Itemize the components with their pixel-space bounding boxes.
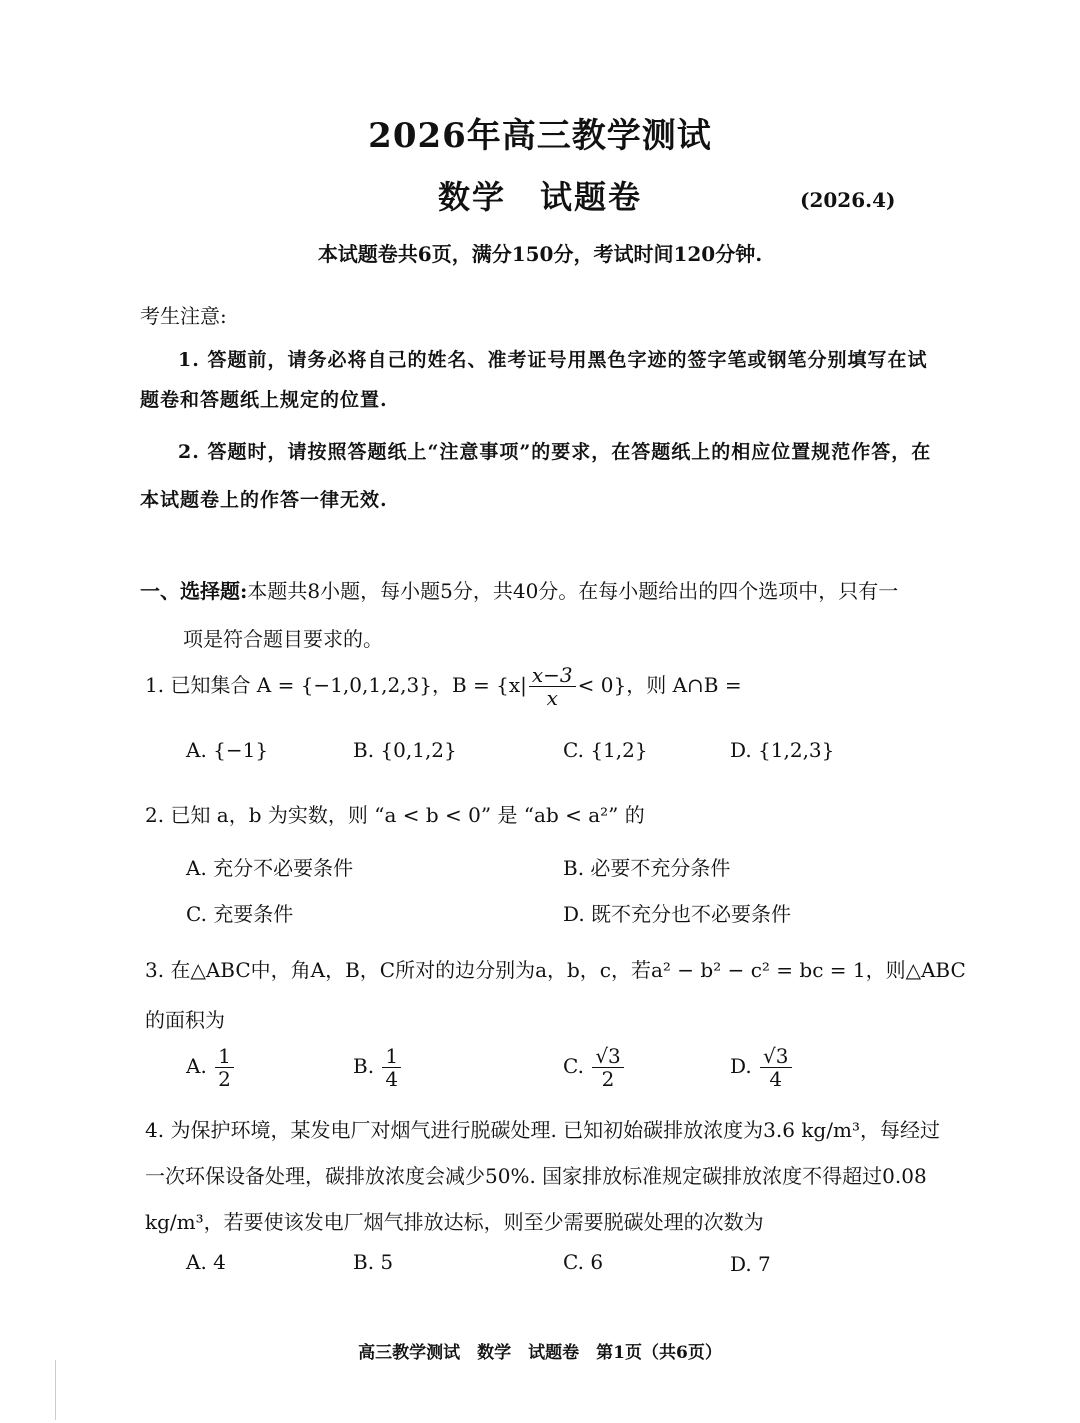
notice-item1-line2: 题卷和答题纸上规定的位置. — [140, 389, 388, 411]
q4-option-c[interactable]: C. 6 — [563, 1250, 604, 1274]
notice-item1-line1: 1. 答题前，请务必将自己的姓名、准考证号用黑色字迹的签字笔或钢笔分别填写在试 — [178, 349, 928, 371]
section1-heading: 一、选择题: — [140, 579, 248, 603]
q2-option-c[interactable]: C. 充要条件 — [186, 902, 294, 926]
question-4-line2: 一次环保设备处理，碳排放浓度会减少50%. 国家排放标准规定碳排放浓度不得超过0.08 — [145, 1164, 927, 1188]
q4-option-a[interactable]: A. 4 — [186, 1250, 226, 1274]
q1-fraction — [529, 664, 576, 709]
notice-item2-line2: 本试题卷上的作答一律无效. — [140, 489, 388, 511]
q3-option-c[interactable]: C. $\frac{√3}{2}$ — [563, 1045, 626, 1090]
question-4-line1: 4. 为保护环境，某发电厂对烟气进行脱碳处理. 已知初始碳排放浓度为3.6 kg/m³，每经过 — [145, 1118, 940, 1142]
exam-title: 2026年高三教学测试 — [368, 116, 712, 156]
question-3-line1: 3. 在△ABC中，角A，B，C所对的边分别为a，b，c，若a² − b² − c² = bc = 1，则△ABC — [145, 958, 966, 982]
q1-option-a[interactable]: A. {−1} — [186, 738, 269, 762]
question-1 — [145, 664, 742, 709]
q1-option-b[interactable]: B. {0,1,2} — [353, 738, 457, 762]
question-4-line3: kg/m³，若要使该发电厂烟气排放达标，则至少需要脱碳处理的次数为 — [145, 1210, 764, 1234]
q1-frac-num: x−3 — [529, 664, 576, 687]
exam-info: 本试题卷共6页，满分150分，考试时间120分钟. — [317, 242, 763, 266]
q1-frac-den: x — [546, 686, 558, 710]
section1-desc-line2: 项是符合题目要求的。 — [183, 627, 383, 651]
q1-option-c[interactable]: C. {1,2} — [563, 738, 648, 762]
q2-option-a[interactable]: A. 充分不必要条件 — [186, 856, 354, 880]
q3-option-b[interactable]: B. $\frac{1}{4}$ — [353, 1045, 403, 1090]
section1-desc-line1: 本题共8小题，每小题5分，共40分。在每小题给出的四个选项中，只有一 — [247, 579, 899, 603]
q2-option-d[interactable]: D. 既不充分也不必要条件 — [563, 902, 792, 926]
q4-option-b[interactable]: B. 5 — [353, 1250, 394, 1274]
notice-item2-line1: 2. 答题时，请按照答题纸上“注意事项”的要求，在答题纸上的相应位置规范作答，在 — [178, 441, 932, 463]
question-3-line2: 的面积为 — [145, 1008, 225, 1032]
page-footer: 高三教学测试 数学 试题卷 第1页（共6页） — [358, 1343, 722, 1363]
question-2: 2. 已知 a，b 为实数，则 “a < b < 0” 是 “ab < a²” 的 — [145, 803, 645, 827]
q1-suffix: < 0}，则 A∩B = — [577, 673, 742, 697]
notice-heading: 考生注意: — [140, 304, 227, 328]
q3-option-a[interactable]: A. $\frac{1}{2}$ — [186, 1045, 236, 1090]
q2-option-b[interactable]: B. 必要不充分条件 — [563, 856, 731, 880]
q3-option-d[interactable]: D. $\frac{√3}{4}$ — [730, 1045, 794, 1090]
exam-date: (2026.4) — [800, 188, 896, 212]
scan-artifact-line — [55, 1360, 56, 1420]
q4-option-d[interactable]: D. 7 — [730, 1252, 771, 1276]
q1-option-d[interactable]: D. {1,2,3} — [730, 738, 835, 762]
exam-subtitle: 数学 试题卷 — [437, 178, 642, 216]
q1-prefix: 1. 已知集合 A = {−1,0,1,2,3}，B = {x| — [145, 673, 527, 697]
section1-line1 — [140, 575, 898, 604]
